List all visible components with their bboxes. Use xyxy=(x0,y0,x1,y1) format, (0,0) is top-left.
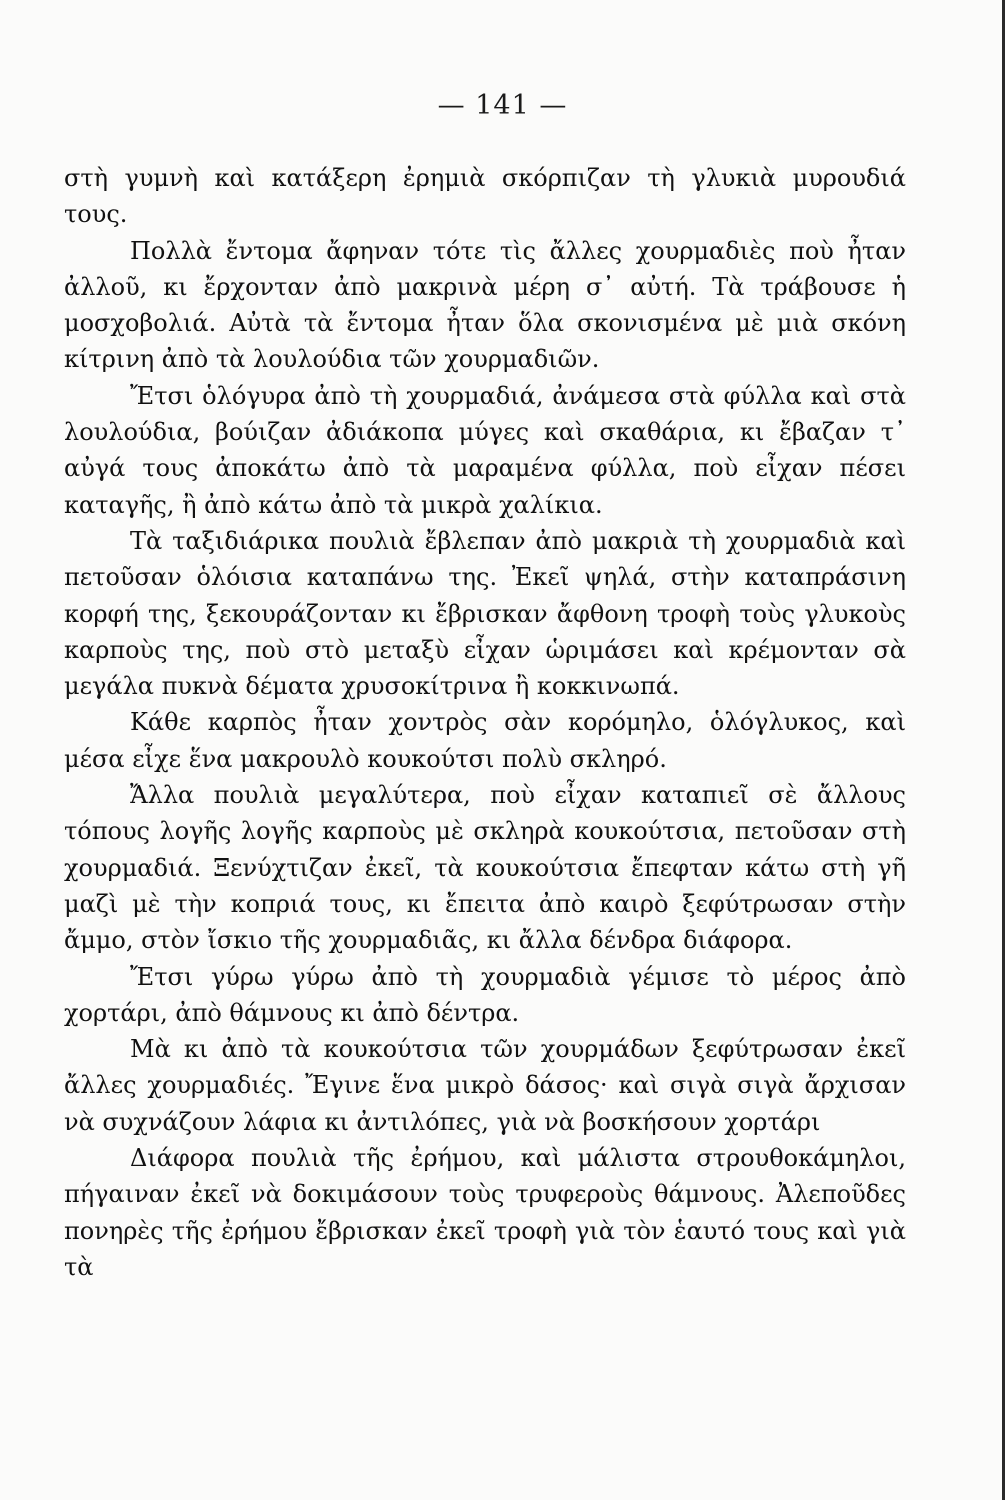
paragraph: Τὰ ταξιδιάρικα πουλιὰ ἔβλεπαν ἀπὸ μακριὰ τὴ χουρμαδιὰ καὶ πετοῦσαν ὁλόισια καταπάνω της. Ἐκεῖ ψηλά, στὴν καταπράσινη κορφή της, ξεκουράζονταν κι ἔβρισκαν ἄφθονη τροφὴ τοὺς γλυκοὺς καρποὺς της, ποὺ στὸ μεταξὺ εἶχαν ὡριμάσει καὶ κρέμονταν σὰ μεγάλα πυκνὰ δέματα χρυσοκίτρινα ἢ κοκκινωπά. xyxy=(64,526,906,701)
paragraph: Διάφορα πουλιὰ τῆς ἐρήμου, καὶ μάλιστα στρουθοκάμηλοι, πήγαιναν ἐκεῖ νὰ δοκιμάσουν τοὺς τρυφεροὺς θάμνους. Ἀλεποῦδες πονηρὲς τῆς ἐρήμου ἔβρισκαν ἐκεῖ τροφὴ γιὰ τὸν ἑαυτό τους καὶ γιὰ τὰ xyxy=(64,1144,906,1281)
paragraph-continuation: στὴ γυμνὴ καὶ κατάξερη ἐρημιὰ σκόρπιζαν τὴ γλυκιὰ μυρουδιά τους. xyxy=(64,164,906,229)
body-text xyxy=(64,160,906,1285)
paragraph: Κάθε καρπὸς ἦταν χοντρὸς σὰν κορόμηλο, ὁλόγλυκος, καὶ μέσα εἶχε ἕνα μακρουλὸ κουκούτσι πολὺ σκληρό. xyxy=(64,708,906,773)
paragraph: Ἔτσι ὁλόγυρα ἀπὸ τὴ χουρμαδιά, ἀνάμεσα στὰ φύλλα καὶ στὰ λουλούδια, βούιζαν ἀδιάκοπα μύγες καὶ σκαθάρια, κι ἔβαζαν τ᾽ αὐγά τους ἀποκάτω ἀπὸ τὰ μαραμένα φύλλα, ποὺ εἶχαν πέσει καταγῆς, ἢ ἀπὸ κάτω ἀπὸ τὰ μικρὰ χαλίκια. xyxy=(64,381,906,519)
paragraph: Μὰ κι ἀπὸ τὰ κουκούτσια τῶν χουρμάδων ξεφύτρωσαν ἐκεῖ ἄλλες χουρμαδιές. Ἔγινε ἕνα μικρὸ δάσος· καὶ σιγὰ σιγὰ ἄρχισαν νὰ συχνάζουν λάφια κι ἀντιλόπες, γιὰ νὰ βοσκήσουν χορτάρι xyxy=(64,1035,906,1136)
paragraph: Ἔτσι γύρω γύρω ἀπὸ τὴ χουρμαδιὰ γέμισε τὸ μέρος ἀπὸ χορτάρι, ἀπὸ θάμνους κι ἀπὸ δέντρα. xyxy=(64,962,906,1027)
page-number: — 141 — xyxy=(437,90,568,121)
paragraph: Ἄλλα πουλιὰ μεγαλύτερα, ποὺ εἶχαν καταπιεῖ σὲ ἄλλους τόπους λογῆς λογῆς καρποὺς μὲ σκληρὰ κουκούτσια, πετοῦσαν στὴ χουρμαδιά. Ξενύχτιζαν ἐκεῖ, τὰ κουκούτσια ἔπεφταν κάτω στὴ γῆ μαζὶ μὲ τὴν κοπριά τους, κι ἔπειτα ἀπὸ καιρὸ ξεφύτρωσαν στὴν ἄμμο, στὸν ἴσκιο τῆς χουρμαδιᾶς, κι ἄλλα δένδρα διάφορα. xyxy=(64,781,906,955)
paragraph: Πολλὰ ἔντομα ἄφηναν τότε τὶς ἄλλες χουρμαδιὲς ποὺ ἦταν ἀλλοῦ, κι ἔρχονταν ἀπὸ μακρινὰ μέρη σ᾽ αὐτή. Τὰ τράβουσε ἡ μοσχοβολιά. Αὐτὰ τὰ ἔντομα ἦταν ὅλα σκονισμένα μὲ μιὰ σκόνη κίτρινη ἀπὸ τὰ λουλούδια τῶν χουρμαδιῶν. xyxy=(64,236,906,374)
